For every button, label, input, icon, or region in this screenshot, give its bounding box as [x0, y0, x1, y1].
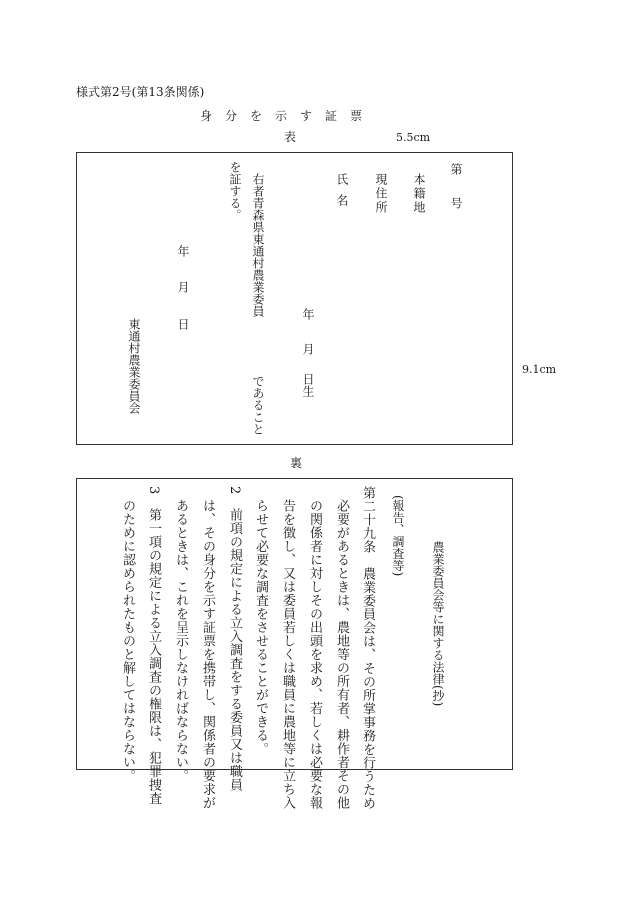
law-line: は、その身分を示す証票を携帯し、関係者の要求が: [200, 499, 215, 810]
law-line: 第二十九条 農業委員会は、その所掌事務を行うため: [360, 486, 375, 810]
article-caption: (報告、調査等): [391, 495, 405, 577]
width-note: 5.5cm: [396, 131, 431, 144]
law-line: 2 前項の規定による立入調査をする委員又は職員: [227, 486, 242, 792]
front-card: [76, 152, 513, 445]
number-prefix: 第: [449, 163, 463, 175]
birth-year: 年: [301, 308, 315, 320]
issue-day: 日: [176, 318, 190, 330]
law-line: 3 第一項の規定による立入調査の権限は、犯罪捜査: [146, 486, 161, 806]
honseki-label: 本籍地: [412, 173, 426, 215]
front-label: 表: [284, 130, 297, 144]
cert-text-part1: 右者青森県東通村農業委員: [251, 173, 265, 317]
law-line: あるときは、これを呈示しなければならない。: [173, 499, 188, 783]
back-card: [76, 478, 513, 810]
cert-text-part2: であること: [251, 375, 265, 435]
name-label: 氏名: [335, 173, 349, 215]
law-line: のために認められたものと解してはならない。: [120, 499, 135, 783]
number-suffix: 号: [449, 197, 463, 209]
issue-month: 月: [176, 281, 190, 293]
form-number: 様式第2号(第13条関係): [76, 85, 205, 99]
birth-day-label: 日生: [301, 373, 315, 397]
address-label: 現住所: [374, 173, 388, 215]
back-label: 裏: [290, 456, 303, 470]
birth-month: 月: [301, 343, 315, 355]
law-title: 農業委員会等に関する法律(抄): [431, 541, 445, 707]
law-line: 告を徴し、又は委員若しくは職員に農地等に立ち入: [280, 499, 295, 810]
law-line: 必要があるときは、農地等の所有者、耕作者その他: [334, 499, 349, 810]
law-line: の関係者に対しその出頭を求め、若しくは必要な報: [307, 499, 322, 810]
document-title: 身分を示す証票: [200, 109, 376, 123]
height-note: 9.1cm: [522, 363, 557, 376]
law-line: らせて必要な調査をさせることができる。: [253, 499, 268, 756]
issue-year: 年: [176, 245, 190, 257]
cert-text-line2: を証する。: [228, 161, 242, 221]
issuer-name: 東通村農業委員会: [127, 318, 141, 414]
